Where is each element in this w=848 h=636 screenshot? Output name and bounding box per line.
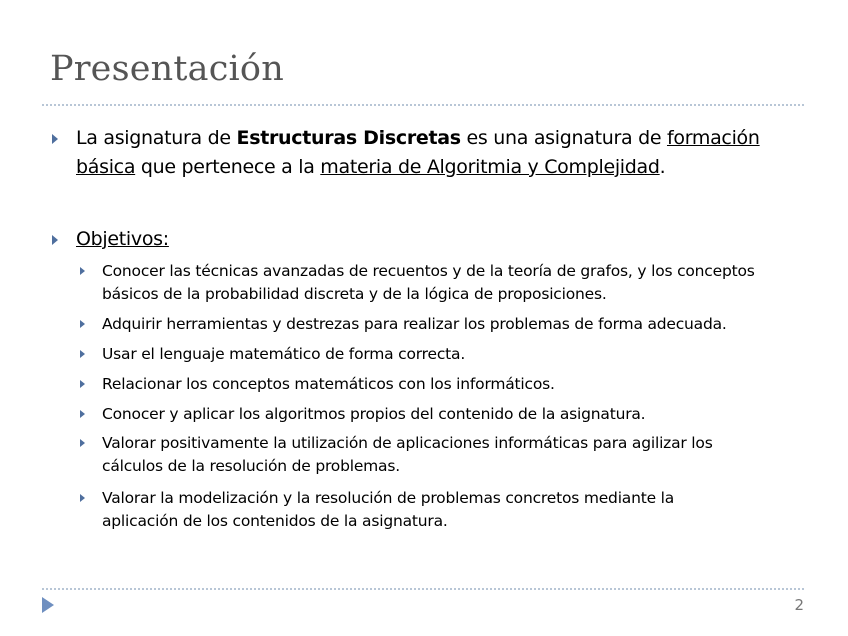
objective-bullet-icon	[80, 350, 85, 358]
page-number: 2	[794, 596, 804, 614]
next-slide-arrow-icon[interactable]	[42, 597, 54, 613]
objective-bullet-icon	[80, 439, 85, 447]
objective-item-line1: Valorar positivamente la utilización de aplicaciones informáticas para agilizar los	[102, 434, 713, 452]
objective-item-line1: Relacionar los conceptos matemáticos con los informáticos.	[102, 375, 555, 393]
intro-line-1	[76, 125, 796, 152]
objective-item-line1: Usar el lenguaje matemático de forma correcta.	[102, 345, 466, 363]
objective-item-line1: Conocer y aplicar los algoritmos propios del contenido de la asignatura.	[102, 405, 646, 423]
objective-item-line1: Valorar la modelización y la resolución de problemas concretos mediante la	[102, 489, 675, 507]
objectives-heading[interactable]: Objetivos:	[76, 228, 169, 250]
intro-text-2: es una asignatura de	[460, 127, 667, 149]
objective-item-line1: Adquirir herramientas y destrezas para realizar los problemas de forma adecuada.	[102, 315, 727, 333]
basic-training-link-part2[interactable]: básica	[76, 156, 136, 178]
objective-item-line1: Conocer las técnicas avanzadas de recuentos y de la teoría de grafos, y los conceptos	[102, 262, 755, 280]
objectives-bullet-icon	[52, 235, 58, 245]
objective-bullet-icon	[80, 267, 85, 275]
objective-bullet-icon	[80, 494, 85, 502]
objective-item-line2: cálculos de la resolución de problemas.	[102, 457, 400, 475]
objective-bullet-icon	[80, 410, 85, 418]
slide-title: Presentación	[50, 49, 284, 89]
intro-text-1: La asignatura de	[76, 127, 237, 149]
objective-bullet-icon	[80, 380, 85, 388]
footer-divider	[42, 588, 804, 590]
intro-bullet-icon	[52, 134, 58, 144]
course-name: Estructuras Discretas	[236, 127, 461, 149]
title-divider	[42, 104, 804, 106]
objective-item-line2: aplicación de los contenidos de la asignatura.	[102, 512, 448, 530]
intro-line-2	[76, 154, 796, 181]
subject-area-link[interactable]: materia de Algoritmia y Complejidad	[320, 156, 660, 178]
intro-text-4: .	[659, 156, 666, 178]
objective-item-line2: básicos de la probabilidad discreta y de la lógica de proposiciones.	[102, 285, 607, 303]
basic-training-link-part1[interactable]: formación	[666, 127, 760, 149]
intro-text-3: que pertenece a la	[135, 156, 321, 178]
objective-bullet-icon	[80, 320, 85, 328]
